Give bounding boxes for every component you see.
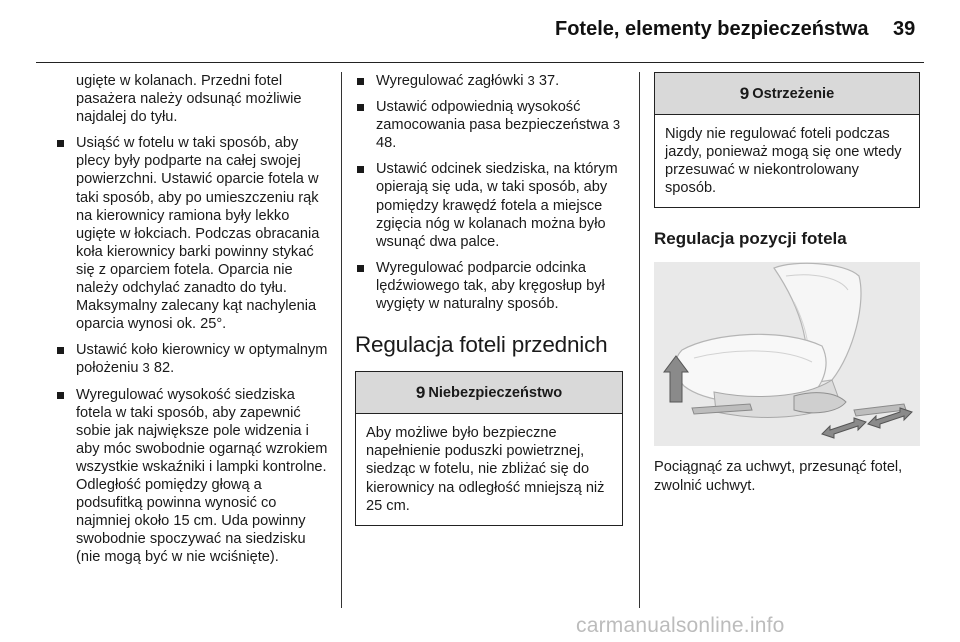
column-2	[355, 72, 629, 530]
danger-box-heading: Niebezpieczeństwo	[428, 385, 563, 402]
list-item	[355, 160, 629, 250]
list-item	[55, 386, 331, 567]
list-item-text: Usiąść w fotelu w taki sposób, aby plecy były podparte na całej swojej powierzchni. Ustawić oparcie fotela w taki sposób, aby po umieszczeniu rąk na kierownicy ramiona były lekko ugięte w łokciach. Podczas obracania koła kierownicy barki powinny stykać się z oparciem fotela. Oparcia nie należy odchylać zanadto do tyłu. Maksymalny zalecany kąt nachylenia oparcia wynosi ok. 25°.	[76, 135, 320, 333]
page-reference-arrow-icon: 3	[612, 117, 621, 133]
page-reference[interactable]: 48.	[376, 135, 397, 152]
list-item	[355, 98, 629, 152]
page-number: 39	[893, 18, 916, 40]
warning-box-heading: Ostrzeżenie	[752, 86, 835, 102]
figure-caption: Pociągnąć za uchwyt, przesunąć fotel, zwolnić uchwyt.	[654, 459, 903, 494]
seat-adjustment-illustration	[654, 262, 920, 446]
page-reference[interactable]: 37.	[538, 73, 560, 89]
page-header-title: Fotele, elementy bezpieczeństwa	[555, 18, 869, 40]
column-divider	[341, 72, 342, 608]
section-title: Regulacja foteli przednich	[355, 332, 608, 358]
instruction-list	[55, 134, 331, 566]
danger-box-header	[356, 372, 622, 414]
warning-triangle-icon: 9	[739, 84, 750, 103]
page-reference-arrow-icon: 3	[142, 360, 150, 376]
list-item	[55, 341, 331, 377]
list-item-text: Wyregulować zagłówki	[376, 73, 524, 89]
subsection-title: Regulacja pozycji fotela	[654, 229, 847, 249]
list-item-text: Ustawić koło kierownicy w optymalnym położeniu	[76, 342, 328, 377]
watermark: carmanualsonline.info	[576, 614, 785, 637]
warning-box-header	[655, 73, 919, 115]
list-item	[355, 259, 629, 313]
header-divider	[36, 62, 924, 63]
list-item-text: Ustawić odpowiednią wysokość zamocowania pasa bezpieczeństwa	[376, 99, 609, 134]
column-1	[55, 72, 331, 574]
list-item	[355, 72, 629, 90]
list-item-text: Wyregulować podparcie odcinka lędźwiowego tak, aby kręgosłup był wygięty w naturalny sposób.	[376, 259, 605, 313]
list-item	[55, 134, 331, 333]
column-3	[654, 72, 922, 495]
danger-box	[355, 371, 623, 526]
warning-triangle-icon: 9	[415, 383, 426, 403]
column-divider	[639, 72, 640, 608]
warning-box-body: Nigdy nie regulować foteli podczas jazdy, ponieważ mogą się one wtedy przesuwać w niekontrolowany sposób.	[665, 126, 902, 197]
page-reference[interactable]: 82.	[153, 360, 175, 377]
continuation-paragraph: ugięte w kolanach. Przedni fotel pasażera należy odsunąć możliwie najdalej do tyłu.	[76, 73, 302, 126]
instruction-list	[355, 72, 629, 313]
danger-box-body: Aby możliwe było bezpieczne napełnienie poduszki powietrznej, siedząc w fotelu, nie zbliżać się do kierownicy na odległość mniejszą niż 25 cm.	[366, 425, 605, 514]
list-item-text: Wyregulować wysokość siedziska fotela w taki sposób, aby zapewnić sobie jak największe pole widzenia i aby móc swobodnie ogarnąć wzrokiem wszystkie wskaźniki i lampki kontrolne. Odległość pomiędzy głową a podsufitką powinna wynosić co najmniej około 15 cm. Uda powinny swobodnie spoczywać na siedzisku (nie mogą być w nie wciśnięte).	[76, 386, 328, 566]
list-item-text: Ustawić odcinek siedziska, na którym opierają się uda, w taki sposób, aby pomiędzy krawędź fotela a miejsce zgięcia nóg w kolanach można było wsunąć dwa palce.	[376, 161, 618, 250]
warning-box	[654, 72, 920, 208]
page-reference-arrow-icon: 3	[527, 73, 535, 88]
